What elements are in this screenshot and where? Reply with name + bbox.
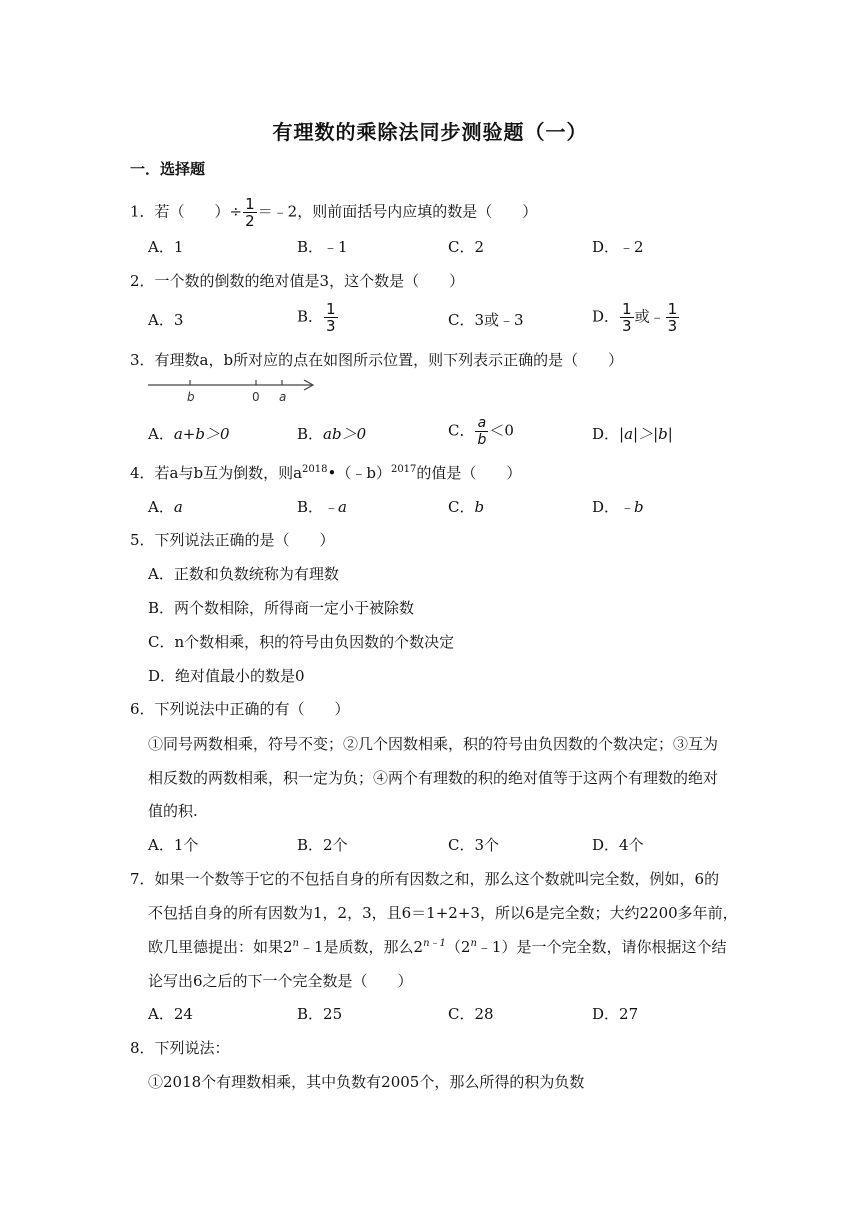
q5-option-c: C．n个数相乘，积的符号由负因数的个数决定 — [148, 633, 455, 651]
page-title: 有理数的乘除法同步测验题（一） — [272, 120, 588, 144]
q6-text-line-2: 相反数的两数相乘，积一定为负；④两个有理数的积的绝对值等于这两个有理数的绝对 — [148, 769, 719, 787]
question-2-stem: 2．一个数的倒数的绝对值是3，这个数是（ ） — [130, 272, 465, 290]
q1-option-a: A．1 — [148, 238, 184, 256]
q4-option-a: A．a — [148, 498, 183, 516]
section-heading: 一．选择题 — [130, 160, 206, 178]
q2-option-a: A．3 — [148, 311, 184, 329]
q3-option-c: C． $\frac{a}{b}$ ＜0 — [448, 415, 514, 448]
q1-option-c: C．2 — [448, 238, 485, 256]
q3-option-d: D．|a|＞|b| — [592, 425, 673, 443]
q2-option-d: D． $\frac{1}{3}$ 或﹣ $\frac{1}{3}$ — [592, 300, 678, 335]
q5-option-a: A．正数和负数统称为有理数 — [148, 565, 339, 583]
q7-option-c: C．28 — [448, 1005, 494, 1023]
q7-option-a: A．24 — [148, 1005, 193, 1023]
q6-option-c: C．3个 — [448, 836, 500, 854]
q2-option-c: C．3或﹣3 — [448, 311, 524, 329]
q6-text-line-3: 值的积. — [148, 802, 198, 820]
label-zero: 0 — [252, 390, 260, 404]
q7-text-line-4: 论写出6之后的下一个完全数是（ ） — [148, 972, 413, 990]
q8-text-line-1: ①2018个有理数相乘，其中负数有2005个，那么所得的积为负数 — [148, 1073, 585, 1091]
fraction: $\frac{a}{b}$ — [477, 415, 487, 448]
q6-option-a: A．1个 — [148, 836, 199, 854]
q7-option-b: B．25 — [297, 1005, 343, 1023]
q6-option-d: D．4个 — [592, 836, 644, 854]
q4-option-b: B．﹣a — [297, 498, 347, 516]
number-line-figure — [148, 376, 318, 406]
question-3-stem: 3．有理数a，b所对应的点在如图所示位置，则下列表示正确的是（ ） — [130, 351, 624, 369]
label-a: a — [279, 390, 287, 404]
fraction: $\frac{1}{2}$ — [245, 195, 255, 230]
question-7-line-1: 7．如果一个数等于它的不包括自身的所有因数之和，那么这个数就叫完全数，例如，6的 — [130, 870, 720, 888]
q5-option-b: B．两个数相除，所得商一定小于被除数 — [148, 599, 415, 617]
question-6-stem: 6．下列说法中正确的有（ ） — [130, 700, 350, 718]
q6-option-b: B．2个 — [297, 836, 348, 854]
q4-option-d: D．﹣b — [592, 498, 644, 516]
q7-text-line-3: 欧几里德提出：如果2$^n$﹣1是质数，那么$2^{n﹣1}(2^n﹣1)$是一个完全数，请你根据这个结 — [148, 938, 727, 956]
q1-option-d: D．﹣2 — [592, 238, 644, 256]
label-b: b — [187, 390, 195, 404]
q5-option-d: D．绝对值最小的数是0 — [148, 667, 305, 685]
fraction: $\frac{1}{3}$ — [667, 300, 678, 335]
question-1-stem: 1．若（ ）÷ $\frac{1}{2}$ ＝﹣2，则前面括号内应填的数是（ ） — [130, 195, 538, 230]
q3-option-a: A．a+b＞0 — [148, 425, 230, 443]
q7-option-d: D．27 — [592, 1005, 639, 1023]
fraction: $\frac{1}{3}$ — [622, 300, 632, 335]
q1-option-b: B．﹣1 — [297, 238, 348, 256]
question-5-stem: 5．下列说法正确的是（ ） — [130, 531, 335, 549]
q3-option-b: B．ab＞0 — [297, 425, 367, 443]
question-8-stem: 8．下列说法： — [130, 1039, 230, 1057]
q6-text-line-1: ①同号两数相乘，符号不变；②几个因数相乘，积的符号由负因数的个数决定；③互为 — [148, 735, 719, 753]
q4-option-c: C．b — [448, 498, 485, 516]
q7-text-line-2: 不包括自身的所有因数为1，2，3，且6＝1+2+3，所以6是完全数；大约2200多年前， — [148, 904, 738, 922]
question-4-stem: 4．若a与b互为倒数，则$a^{2018}•(﹣b)^{2017}$的值是（ ） — [130, 464, 522, 482]
q2-option-b: B． $\frac{1}{3}$ — [297, 300, 336, 335]
fraction: $\frac{1}{3}$ — [326, 300, 336, 335]
